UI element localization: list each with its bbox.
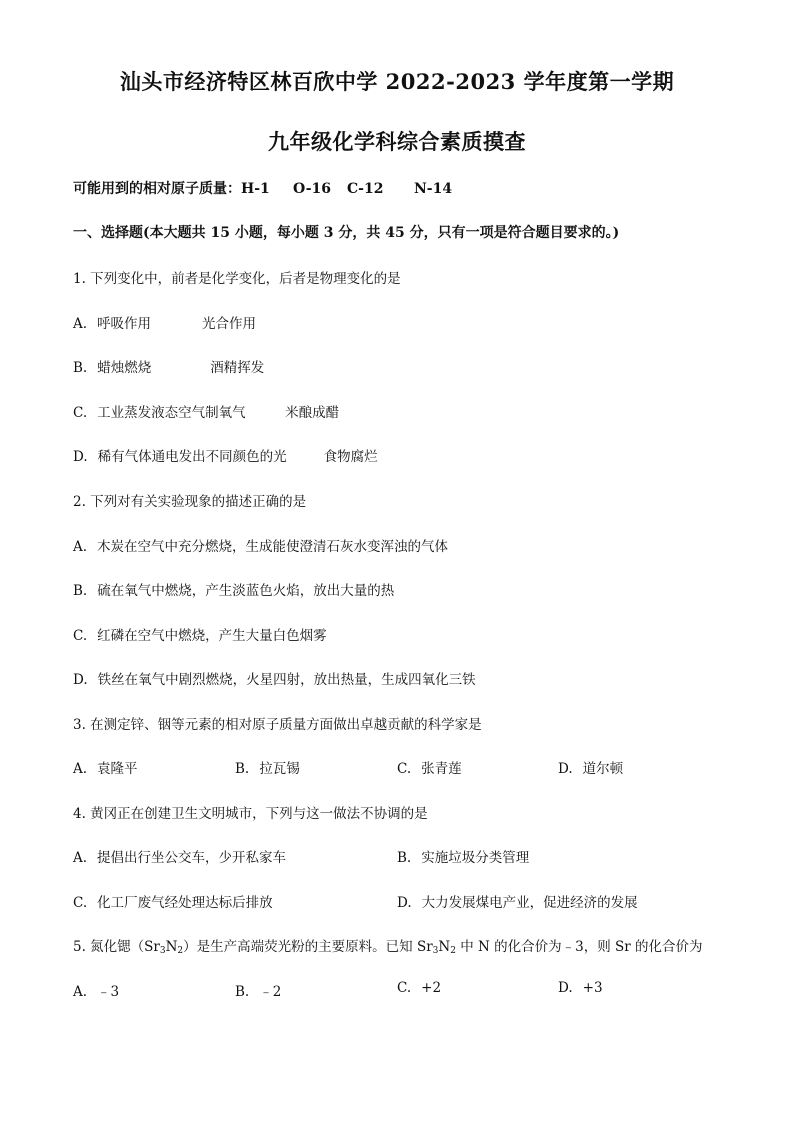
exam-title-subject: 九年级化学科综合素质摸查 bbox=[268, 129, 526, 154]
q3-option-d[interactable]: D. 道尔顿 bbox=[558, 761, 624, 777]
q1-option-d[interactable]: D. 稀有气体通电发出不同颜色的光 食物腐烂 bbox=[73, 449, 378, 465]
q5-option-a[interactable]: A. ﹣3 bbox=[73, 984, 120, 1000]
atomic-mass-n: N-14 bbox=[414, 181, 453, 197]
q1-option-c[interactable]: C. 工业蒸发液态空气制氧气 米酿成醋 bbox=[73, 405, 340, 421]
question-1-stem: 1. 下列变化中，前者是化学变化，后者是物理变化的是 bbox=[73, 271, 401, 287]
question-5-stem: 5. 氮化锶$(Sr_3N_2)$是生产高端荧光粉的主要原料。已知 $Sr_3N_2$ 中 N 的化合价为﹣3，则 Sr 的化合价为 bbox=[73, 939, 703, 956]
atomic-mass-c: C-12 bbox=[347, 181, 384, 197]
q4-option-b[interactable]: B. 实施垃圾分类管理 bbox=[397, 850, 530, 866]
atomic-mass-o: O-16 bbox=[293, 181, 332, 197]
atomic-mass-line bbox=[73, 178, 452, 198]
atomic-mass-h: H-1 bbox=[241, 181, 270, 197]
q1-option-a[interactable]: A. 呼吸作用 光合作用 bbox=[73, 316, 257, 332]
q2-option-a[interactable]: A. 木炭在空气中充分燃烧，生成能使澄清石灰水变浑浊的气体 bbox=[73, 539, 449, 555]
question-2-stem: 2. 下列对有关实验现象的描述正确的是 bbox=[73, 494, 307, 510]
atomic-mass-label: 可能用到的相对原子质量： bbox=[73, 181, 241, 197]
question-4-stem: 4. 黄冈正在创建卫生文明城市，下列与这一做法不协调的是 bbox=[73, 806, 428, 822]
q3-option-b[interactable]: B. 拉瓦锡 bbox=[235, 761, 300, 777]
q4-option-c[interactable]: C. 化工厂废气经处理达标后排放 bbox=[73, 895, 273, 911]
q3-option-a[interactable]: A. 袁隆平 bbox=[73, 761, 138, 777]
exam-title-school: 汕头市经济特区林百欣中学 2022-2023 学年度第一学期 bbox=[119, 69, 675, 94]
q5-option-d[interactable]: D. +3 bbox=[558, 980, 603, 996]
q2-option-c[interactable]: C. 红磷在空气中燃烧，产生大量白色烟雾 bbox=[73, 628, 327, 644]
q2-option-d[interactable]: D. 铁丝在氧气中剧烈燃烧，火星四射，放出热量，生成四氧化三铁 bbox=[73, 672, 476, 688]
q3-option-c[interactable]: C. 张青莲 bbox=[397, 761, 462, 777]
q4-option-a[interactable]: A. 提倡出行坐公交车，少开私家车 bbox=[73, 850, 287, 866]
q4-option-d[interactable]: D. 大力发展煤电产业，促进经济的发展 bbox=[397, 895, 638, 911]
section-heading: 一、选择题(本大题共 15 小题，每小题 3 分，共 45 分，只有一项是符合题目要求的。) bbox=[73, 225, 620, 241]
q2-option-b[interactable]: B. 硫在氧气中燃烧，产生淡蓝色火焰，放出大量的热 bbox=[73, 583, 395, 599]
question-3-stem: 3. 在测定锌、铟等元素的相对原子质量方面做出卓越贡献的科学家是 bbox=[73, 717, 482, 733]
q1-option-b[interactable]: B. 蜡烛燃烧 酒精挥发 bbox=[73, 360, 265, 376]
q5-option-c[interactable]: C. +2 bbox=[397, 980, 442, 996]
q5-option-b[interactable]: B. ﹣2 bbox=[235, 984, 282, 1000]
